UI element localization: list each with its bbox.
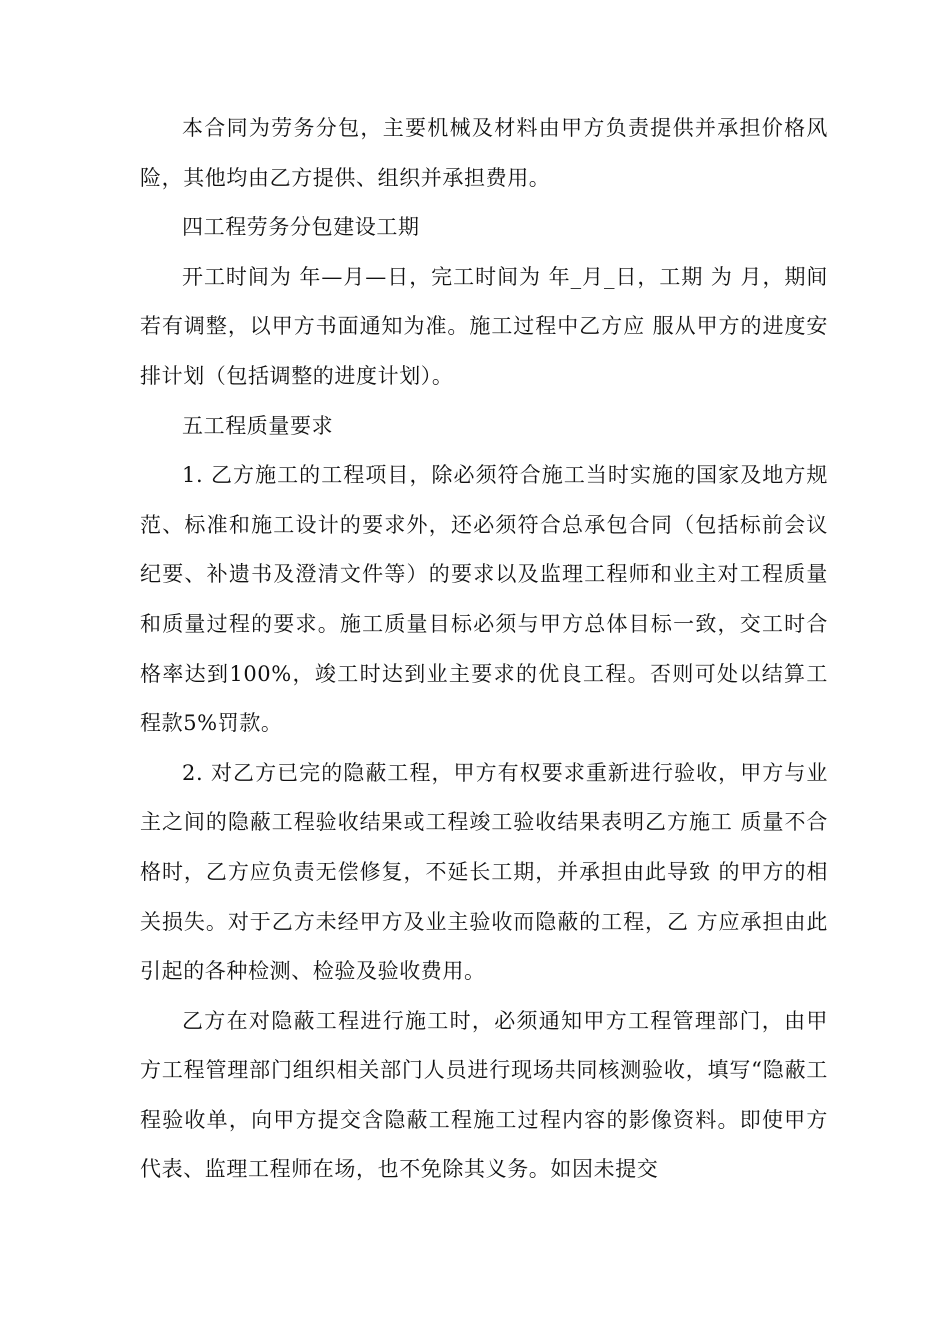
paragraph-quality-item-1: 1. 乙方施工的工程项目，除必须符合施工当时实施的国家及地方规范、标准和施工设计的要求外，还必须符合总承包合同（包括标前会议纪要、补遗书及澄清文件等）的要求以及监理工程师和业主对工程质量和质量过程的要求。施工质量目标必须与甲方总体目标一致，交工时合格率达到100%，竣工时达到业主要求的优良工程。否则可处以结算工程款5%罚款。 (140, 463, 828, 736)
paragraph-hidden-works: 乙方在对隐蔽工程进行施工时，必须通知甲方工程管理部门，由甲方工程管理部门组织相关部门人员进行现场共同核测验收，填写“隐蔽工程验收单，向甲方提交含隐蔽工程施工过程内容的影像资料。即使甲方代表、监理工程师在场，也不免除其义务。如因未提交 (140, 1008, 828, 1182)
section-heading-schedule: 四工程劳务分包建设工期 (182, 215, 420, 240)
paragraph-schedule: 开工时间为 年—月—日，完工时间为 年_月_日，工期 为 月，期间若有调整，以甲方书面通知为准。施工过程中乙方应 服从甲方的进度安排计划（包括调整的进度计划）。 (140, 264, 828, 388)
document-body (140, 104, 828, 1195)
paragraph-quality-item-2: 2. 对乙方已完的隐蔽工程，甲方有权要求重新进行验收，甲方与业主之间的隐蔽工程验收结果或工程竣工验收结果表明乙方施工 质量不合格时，乙方应负责无偿修复，不延长工期，并承担由此导致 的甲方的相关损失。对于乙方未经甲方及业主验收而隐蔽的工程，乙 方应承担由此引起的各种检测、检验及验收费用。 (140, 760, 828, 984)
paragraph-labor-subcontract: 本合同为劳务分包，主要机械及材料由甲方负责提供并承担价格风险，其他均由乙方提供、组织并承担费用。 (140, 116, 828, 190)
section-heading-quality: 五工程质量要求 (182, 413, 334, 438)
